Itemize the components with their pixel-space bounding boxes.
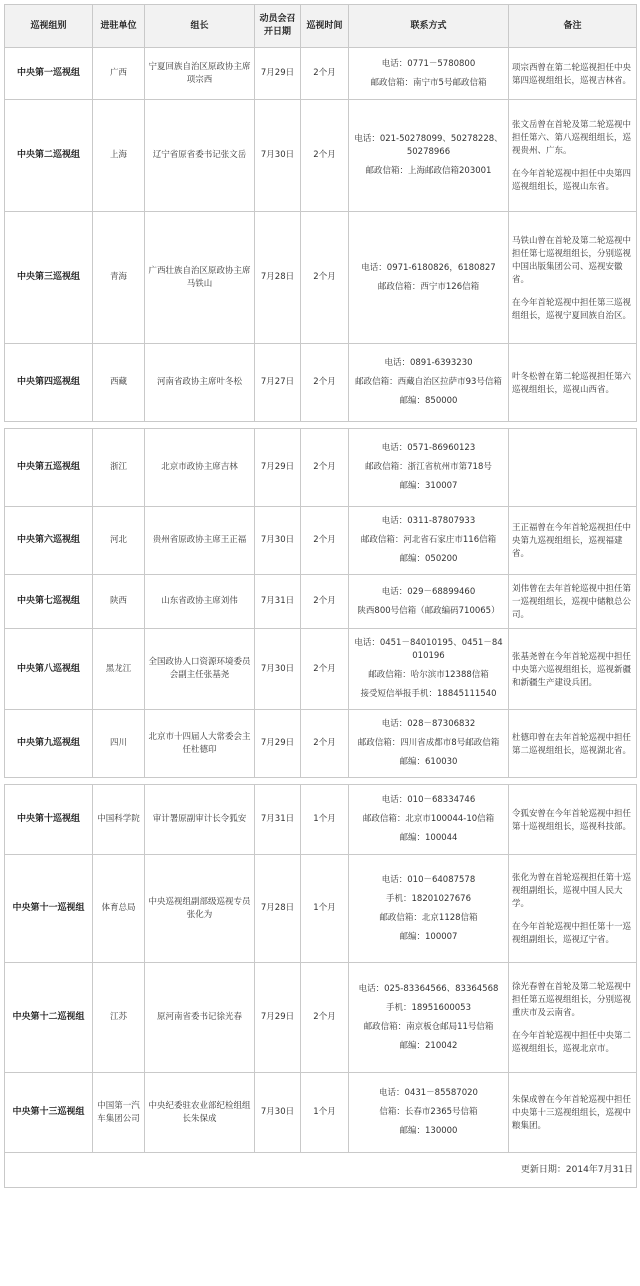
table-row [5,785,637,855]
contact-cell [349,785,509,855]
duration-cell: 2个月 [301,100,349,212]
table-row [5,710,637,778]
note-paragraph: 王正福曾在今年首轮巡视担任中央第九巡视组组长，巡视福建省。 [512,523,632,559]
leader-cell: 北京市政协主席吉林 [145,429,255,507]
duration-cell: 2个月 [301,48,349,100]
duration-cell: 2个月 [301,212,349,344]
contact-cell [349,100,509,212]
unit-cell: 陕西 [93,575,145,629]
unit-cell: 上海 [93,100,145,212]
contact-line: 邮政信箱：西宁市126信箱 [377,281,480,292]
table-row [5,344,637,422]
contact-line: 陕西800号信箱（邮政编码710065） [357,605,500,616]
header-group: 巡视组别 [5,5,93,48]
contact-line: 信箱：长春市2365号信箱 [379,1107,478,1117]
contact-cell [349,1073,509,1153]
note-paragraph: 令狐安曾在今年首轮巡视中担任第十巡视组组长，巡视科技部。 [512,808,632,832]
duration-cell: 2个月 [301,344,349,422]
contact-line: 电话：0431－85587020 [379,1088,478,1098]
group-cell: 中央第八巡视组 [5,629,93,710]
notes-cell [509,429,637,507]
note-paragraph: 在今年首轮巡视中担任第三巡视组组长，巡视宁夏回族自治区。 [512,297,632,321]
group-cell: 中央第十巡视组 [5,785,93,855]
contact-line: 手机：18951600053 [386,1002,471,1013]
header-contact: 联系方式 [349,5,509,48]
group-cell: 中央第二巡视组 [5,100,93,212]
unit-cell: 四川 [93,710,145,778]
inspection-table [4,4,637,1188]
header-duration: 巡视时间 [301,5,349,48]
duration-cell: 2个月 [301,575,349,629]
contact-line: 邮政信箱：北京1128信箱 [379,912,478,923]
notes-cell [509,1073,637,1153]
notes-cell [509,629,637,710]
leader-cell: 宁夏回族自治区原政协主席项宗西 [145,48,255,100]
date-cell: 7月29日 [255,710,301,778]
notes-cell [509,575,637,629]
group-cell: 中央第一巡视组 [5,48,93,100]
contact-line: 邮编：210042 [399,1040,458,1051]
unit-cell: 西藏 [93,344,145,422]
table-row [5,963,637,1073]
leader-cell: 中央纪委驻农业部纪检组组长朱保成 [145,1073,255,1153]
contact-cell [349,212,509,344]
contact-cell [349,48,509,100]
leader-cell: 北京市十四届人大常委会主任杜德印 [145,710,255,778]
notes-cell [509,963,637,1073]
date-cell: 7月29日 [255,48,301,100]
notes-cell [509,507,637,575]
contact-line: 邮政信箱：西藏自治区拉萨市93号信箱 [355,377,502,387]
contact-cell [349,710,509,778]
footer-row [5,1153,637,1188]
contact-line: 邮编：310007 [399,481,458,491]
unit-cell: 青海 [93,212,145,344]
notes-cell [509,855,637,963]
note-paragraph: 马铁山曾在首轮及第二轮巡视中担任第七巡视组组长，分别巡视中国出版集团公司、巡视安徽省。 [512,235,632,285]
note-paragraph: 在今年首轮巡视中担任第十一巡视组副组长，巡视辽宁省。 [512,922,632,945]
table-row [5,575,637,629]
contact-line: 邮编：850000 [399,396,458,406]
unit-cell: 体育总局 [93,855,145,963]
duration-cell: 1个月 [301,1073,349,1153]
note-paragraph: 刘伟曾在去年首轮巡视中担任第一巡视组组长，巡视中储粮总公司。 [512,584,632,620]
section-separator [5,778,637,785]
table-row [5,629,637,710]
contact-line: 邮政信箱：四川省成都市8号邮政信箱 [357,738,500,748]
group-cell: 中央第七巡视组 [5,575,93,629]
date-cell: 7月31日 [255,575,301,629]
date-cell: 7月30日 [255,1073,301,1153]
page [0,4,640,1286]
separator-cell [5,422,637,429]
duration-cell: 1个月 [301,785,349,855]
leader-cell: 审计署原副审计长令狐安 [145,785,255,855]
header-leader: 组长 [145,5,255,48]
header-row [5,5,637,48]
date-cell: 7月30日 [255,629,301,710]
date-cell: 7月27日 [255,344,301,422]
duration-cell: 2个月 [301,629,349,710]
contact-line: 电话：0971-6180826，6180827 [361,262,496,273]
table-body [5,48,637,1153]
date-cell: 7月31日 [255,785,301,855]
contact-line: 邮政信箱：浙江省杭州市第718号 [365,462,492,472]
note-paragraph: 在今年首轮巡视中担任中央第四巡视组组长，巡视山东省。 [512,169,632,192]
header-unit: 进驻单位 [93,5,145,48]
note-paragraph: 张基尧曾在今年首轮巡视中担任中央第六巡视组组长，巡视新疆和新疆生产建设兵团。 [512,651,632,688]
leader-cell: 中央巡视组副部级巡视专员张化为 [145,855,255,963]
duration-cell: 1个月 [301,855,349,963]
group-cell: 中央第十三巡视组 [5,1073,93,1153]
separator-cell [5,778,637,785]
group-cell: 中央第九巡视组 [5,710,93,778]
unit-cell: 河北 [93,507,145,575]
contact-line: 邮政信箱：南京板仓邮局11号信箱 [363,1021,494,1032]
contact-line: 邮编：610030 [399,757,458,767]
contact-line: 邮政信箱：南宁市5号邮政信箱 [370,77,487,88]
duration-cell: 2个月 [301,963,349,1073]
group-cell: 中央第十一巡视组 [5,855,93,963]
table-row [5,1073,637,1153]
contact-cell [349,507,509,575]
contact-line: 邮编：130000 [399,1126,458,1136]
note-paragraph: 项宗西曾在第二轮巡视担任中央第四巡视组组长，巡视吉林省。 [512,62,632,86]
contact-line: 电话：0571-86960123 [381,443,476,453]
notes-cell [509,785,637,855]
notes-cell [509,212,637,344]
section-separator [5,422,637,429]
note-paragraph: 在今年首轮巡视中担任中央第二巡视组组长，巡视北京市。 [512,1031,632,1054]
update-date: 更新日期：2014年7月31日 [5,1153,637,1188]
notes-cell [509,344,637,422]
duration-cell: 2个月 [301,507,349,575]
table-row [5,507,637,575]
group-cell: 中央第三巡视组 [5,212,93,344]
note-paragraph: 叶冬松曾在第二轮巡视担任第六巡视组组长，巡视山西省。 [512,371,632,395]
contact-line: 电话：025-83364566、83364568 [358,983,499,994]
unit-cell: 浙江 [93,429,145,507]
header-notes: 备注 [509,5,637,48]
table-row [5,212,637,344]
contact-cell [349,629,509,710]
leader-cell: 广西壮族自治区原政协主席马铁山 [145,212,255,344]
unit-cell: 中国科学院 [93,785,145,855]
notes-cell [509,100,637,212]
table-row [5,100,637,212]
contact-line: 邮政信箱：上海邮政信箱203001 [365,166,492,176]
contact-line: 邮编：050200 [399,554,458,564]
leader-cell: 全国政协人口资源环境委员会副主任张基尧 [145,629,255,710]
note-paragraph: 徐光春曾在首轮及第二轮巡视中担任第五巡视组组长，分别巡视重庆市及云南省。 [512,982,632,1018]
unit-cell: 中国第一汽车集团公司 [93,1073,145,1153]
contact-line: 手机：18201027676 [386,893,471,904]
contact-cell [349,575,509,629]
table-row [5,48,637,100]
note-paragraph: 张化为曾在首轮巡视担任第十巡视组副组长，巡视中国人民大学。 [512,873,632,909]
contact-line: 接受短信举报手机：18845111540 [360,689,497,699]
notes-cell [509,710,637,778]
contact-cell [349,429,509,507]
notes-cell [509,48,637,100]
date-cell: 7月30日 [255,507,301,575]
unit-cell: 广西 [93,48,145,100]
contact-cell [349,344,509,422]
table-row [5,429,637,507]
contact-cell [349,963,509,1073]
leader-cell: 辽宁省原省委书记张文岳 [145,100,255,212]
note-paragraph: 张文岳曾在首轮及第二轮巡视中担任第六、第八巡视组组长，巡视贵州、广东。 [512,120,632,156]
contact-line: 电话：029－68899460 [381,586,476,597]
note-paragraph: 杜德印曾在去年首轮巡视中担任第二巡视组组长，巡视湖北省。 [512,732,632,756]
leader-cell: 山东省政协主席刘伟 [145,575,255,629]
group-cell: 中央第六巡视组 [5,507,93,575]
date-cell: 7月30日 [255,100,301,212]
contact-line: 邮政信箱：河北省石家庄市116信箱 [360,535,497,545]
date-cell: 7月28日 [255,855,301,963]
group-cell: 中央第五巡视组 [5,429,93,507]
group-cell: 中央第四巡视组 [5,344,93,422]
header-date: 动员会召开日期 [255,5,301,48]
date-cell: 7月28日 [255,212,301,344]
contact-cell [349,855,509,963]
leader-cell: 河南省政协主席叶冬松 [145,344,255,422]
contact-line: 电话：0451－84010195、0451－84010196 [354,638,503,661]
contact-line: 邮政信箱：北京市100044-10信箱 [362,814,495,824]
contact-line: 电话：021-50278099、50278228、50278966 [354,134,503,157]
group-cell: 中央第十二巡视组 [5,963,93,1073]
leader-cell: 贵州省原政协主席王正福 [145,507,255,575]
contact-line: 电话：028－87306832 [381,719,476,729]
contact-line: 电话：0891-6393230 [384,358,473,368]
table-row [5,855,637,963]
contact-line: 邮编：100044 [399,833,458,843]
duration-cell: 2个月 [301,710,349,778]
contact-line: 电话：0311-87807933 [381,516,476,526]
date-cell: 7月29日 [255,963,301,1073]
contact-line: 邮编：100007 [399,931,458,942]
leader-cell: 原河南省委书记徐光春 [145,963,255,1073]
note-paragraph: 朱保成曾在今年首轮巡视中担任中央第十三巡视组组长，巡视中粮集团。 [512,1095,632,1131]
contact-line: 电话：010－64087578 [381,874,476,885]
contact-line: 电话：0771－5780800 [381,58,476,69]
unit-cell: 黑龙江 [93,629,145,710]
duration-cell: 2个月 [301,429,349,507]
contact-line: 邮政信箱：哈尔滨市12388信箱 [368,670,489,680]
unit-cell: 江苏 [93,963,145,1073]
date-cell: 7月29日 [255,429,301,507]
contact-line: 电话：010－68334746 [381,795,476,805]
